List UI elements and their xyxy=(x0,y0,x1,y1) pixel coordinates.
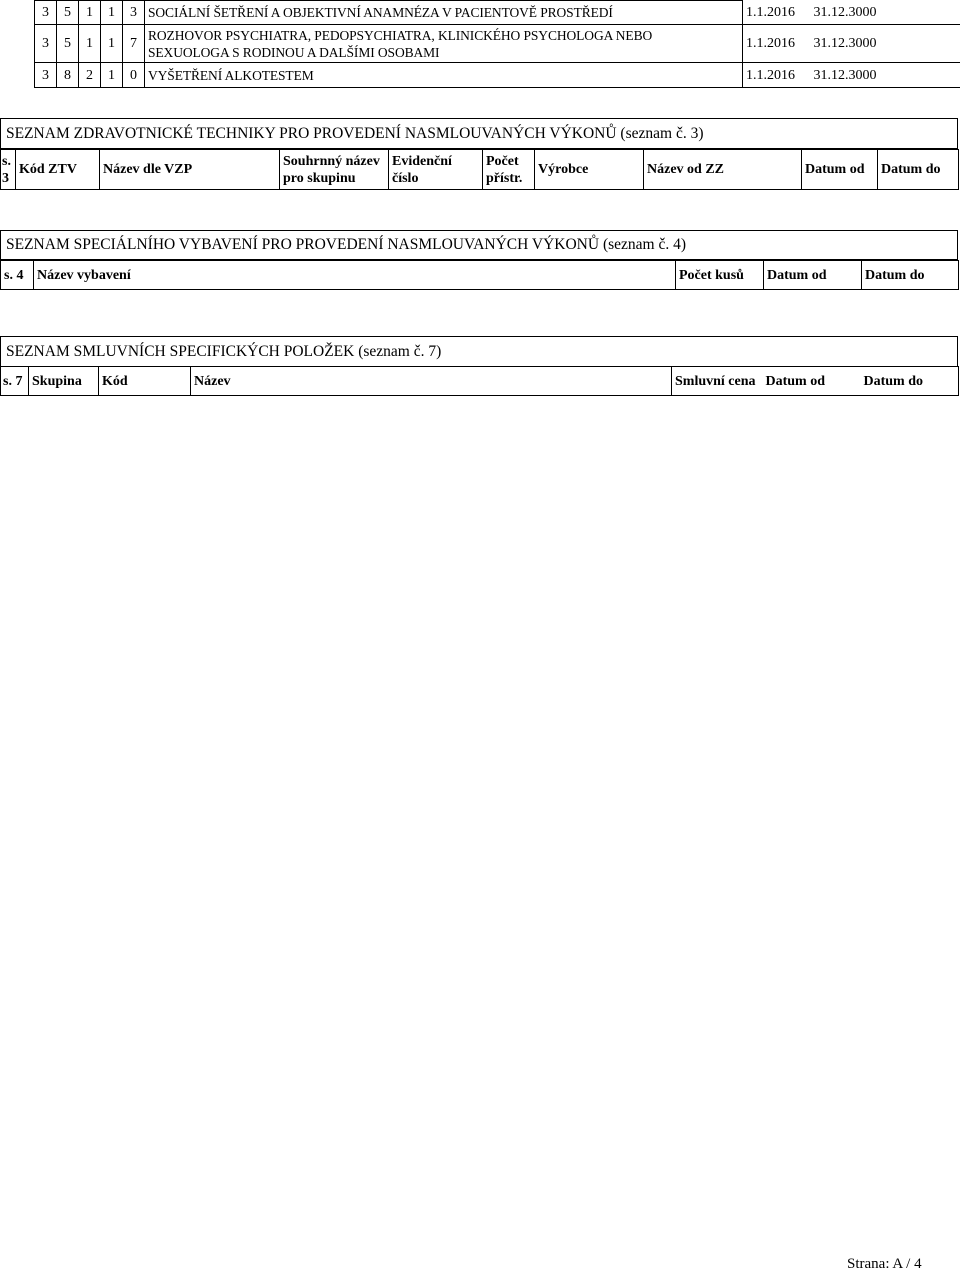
col-pocet-kusu: Počet kusů xyxy=(676,261,764,290)
col-nazev-zz: Název od ZZ xyxy=(644,150,802,190)
col-vyrobce: Výrobce xyxy=(535,150,644,190)
code-digit: 3 xyxy=(35,1,57,25)
procedure-row xyxy=(35,63,960,88)
seznam-3-header xyxy=(0,149,959,190)
code-digit: 5 xyxy=(57,25,79,63)
code-digit: 3 xyxy=(35,63,57,88)
seznam-7-section xyxy=(0,336,958,389)
date-to: 31.12.3000 xyxy=(811,1,960,25)
header-row xyxy=(1,261,959,290)
header-row xyxy=(1,367,959,396)
col-evidencni-cislo: Evidenční číslo xyxy=(389,150,483,190)
code-digit: 1 xyxy=(101,63,123,88)
procedure-name: VYŠETŘENÍ ALKOTESTEM xyxy=(145,63,743,88)
seznam-3-section xyxy=(0,118,958,186)
col-datum-do: Datum do xyxy=(862,261,959,290)
code-digit: 5 xyxy=(57,1,79,25)
procedures-table xyxy=(34,0,960,88)
col-kod-ztv: Kód ZTV xyxy=(16,150,100,190)
date-from: 1.1.2016 xyxy=(743,63,811,88)
code-digit: 7 xyxy=(123,25,145,63)
procedure-name-line: SEXUOLOGA S RODINOU A DALŠÍMI OSOBAMI xyxy=(148,44,440,60)
seznam-7-header xyxy=(0,366,959,396)
code-digit: 8 xyxy=(57,63,79,88)
code-digit: 1 xyxy=(101,25,123,63)
col-datum-do: Datum do xyxy=(861,367,959,396)
col-nazev-vybaveni: Název vybavení xyxy=(34,261,676,290)
section-title: SEZNAM SPECIÁLNÍHO VYBAVENÍ PRO PROVEDENÍ NASMLOUVANÝCH VÝKONŮ (seznam č. 4) xyxy=(0,230,958,260)
procedure-row xyxy=(35,1,960,25)
procedure-name: SOCIÁLNÍ ŠETŘENÍ A OBJEKTIVNÍ ANAMNÉZA V PACIENTOVĚ PROSTŘEDÍ xyxy=(145,1,743,25)
code-digit: 3 xyxy=(123,1,145,25)
col-datum-od: Datum od xyxy=(764,261,862,290)
col-nazev-vzp: Název dle VZP xyxy=(100,150,280,190)
col-s: s. 7 xyxy=(1,367,29,396)
section-title: SEZNAM ZDRAVOTNICKÉ TECHNIKY PRO PROVEDENÍ NASMLOUVANÝCH VÝKONŮ (seznam č. 3) xyxy=(0,118,958,149)
seznam-4-header xyxy=(0,260,959,290)
code-digit: 0 xyxy=(123,63,145,88)
seznam-4-section xyxy=(0,230,958,283)
code-digit: 3 xyxy=(35,25,57,63)
code-digit: 1 xyxy=(79,1,101,25)
date-to: 31.12.3000 xyxy=(811,63,960,88)
col-s: s. 3 xyxy=(1,150,16,190)
page-number: Strana: A / 4 xyxy=(847,1256,922,1272)
procedure-name xyxy=(145,25,743,63)
procedure-row xyxy=(35,25,960,63)
col-smluvni-cena: Smluvní cena xyxy=(672,367,763,396)
procedure-name-line: ROZHOVOR PSYCHIATRA, PEDOPSYCHIATRA, KLINICKÉHO PSYCHOLOGA NEBO xyxy=(148,27,653,43)
date-from: 1.1.2016 xyxy=(743,25,811,63)
date-to: 31.12.3000 xyxy=(811,25,960,63)
col-datum-od: Datum od xyxy=(763,367,861,396)
col-kod: Kód xyxy=(99,367,191,396)
section-title: SEZNAM SMLUVNÍCH SPECIFICKÝCH POLOŽEK (seznam č. 7) xyxy=(0,336,958,366)
col-souhrnny-nazev: Souhrnný název pro skupinu xyxy=(280,150,389,190)
header-row xyxy=(1,150,959,190)
date-from: 1.1.2016 xyxy=(743,1,811,25)
col-pocet-pristr: Počet přístr. xyxy=(483,150,535,190)
code-digit: 1 xyxy=(79,25,101,63)
code-digit: 1 xyxy=(101,1,123,25)
code-digit: 2 xyxy=(79,63,101,88)
col-nazev: Název xyxy=(191,367,672,396)
col-datum-do: Datum do xyxy=(878,150,959,190)
col-s: s. 4 xyxy=(1,261,34,290)
col-skupina: Skupina xyxy=(29,367,99,396)
col-datum-od: Datum od xyxy=(802,150,878,190)
